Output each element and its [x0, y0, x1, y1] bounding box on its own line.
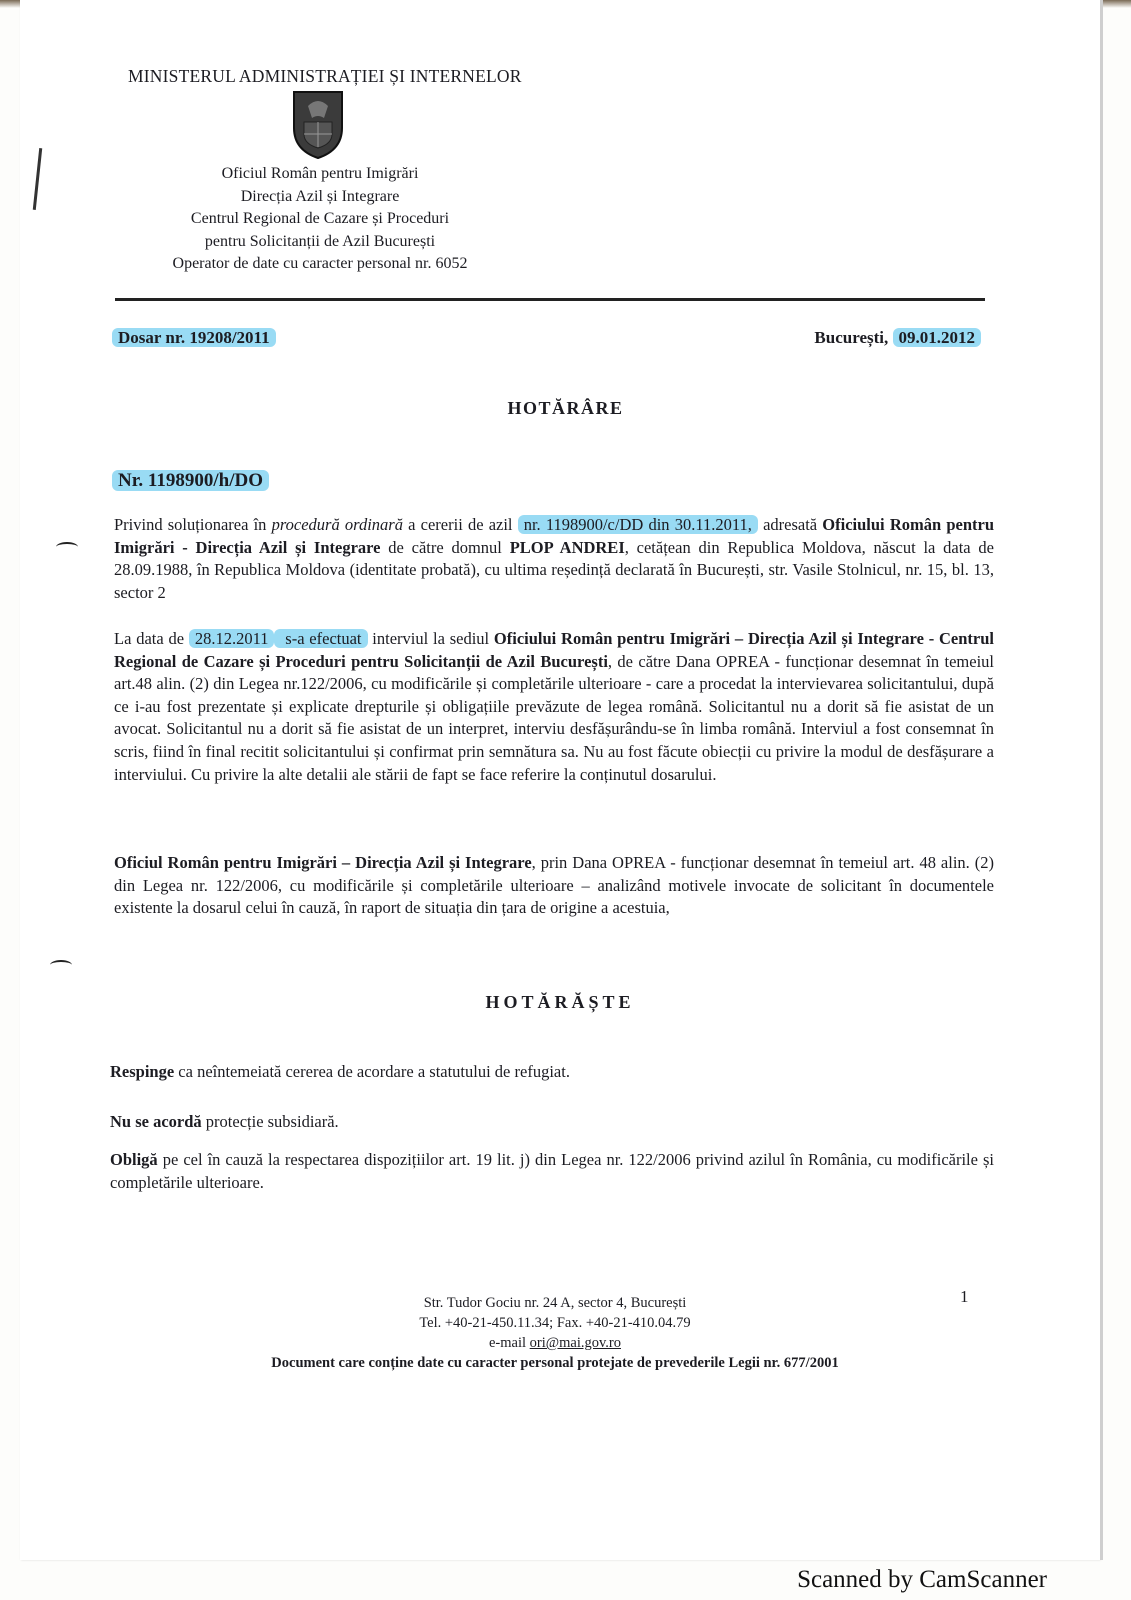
text-run: Privind soluționarea în	[114, 515, 272, 534]
paragraph-application	[114, 514, 994, 604]
text-run: , cetățean din Republica Moldova, născut la data de 28.09.1988, în Republica Moldova (identitate probată), cu ultima reședință declarată în București, str. Vasile Stolnicul, nr. 15, bl. 13, sector 2	[114, 537, 994, 602]
decision-item	[110, 1110, 994, 1133]
organization-name: Oficiul Român pentru Imigrări – Direcția Azil și Integrare	[114, 853, 532, 872]
text-run: protecție subsidiară.	[201, 1112, 339, 1131]
application-reference: nr. 1198900/c/DD din 30.11.2011,	[518, 515, 758, 534]
file-number-text: Dosar nr. 19208/2011	[112, 328, 276, 347]
applicant-name: PLOP ANDREI	[509, 537, 625, 557]
footer-phone: Tel. +40-21-450.11.34; Fax. +40-21-410.04.79	[419, 1315, 691, 1331]
text-run: , de către Dana OPREA - funcționar desemnat în temeiul art.48 alin. (2) din Legea nr.122/2006, cu modificările și completările ulterioare - care a procedat la intervievarea solicitantului, după ce i-au fost prezentate și explicate drepturile și obligațiile prevăzute de legea română. Solicitantul nu a dorit să fie asistat de un avocat. Solicitantul nu a dorit să fie asistat de un interpret, interviu desfășurându-se în limba română. Interviul a fost consemnat în scris, fiind în final recitit solicitantului și confirmat prin semnătura sa. Nu au fost făcute obiecții cu privire la modul de desfășurare a interviului. Cu privire la alte detalii ale stării de fapt se face referire la conținutul dosarului.	[114, 651, 994, 784]
scan-edge-right	[1100, 0, 1103, 1560]
organization-name: Oficiului Român pentru Imigrări - Direcția Azil și Integrare	[114, 515, 994, 557]
ministry-header: MINISTERUL ADMINISTRAȚIEI ȘI INTERNELOR	[128, 66, 522, 86]
margin-tick	[50, 960, 72, 970]
footer	[120, 1293, 990, 1373]
text-run: , prin Dana OPREA - funcționar desemnat în temeiul art. 48 alin. (2) din Legea nr. 122/2006, cu modificările și completările ulterioare – analizând motivele invocate de solicitant în documentele existente la dosarul celui în cauză, în raport de situația din țara de origine a acestuia,	[114, 853, 994, 918]
text-run: La data de	[114, 629, 189, 648]
decision-item	[110, 1148, 994, 1194]
decision-verb: Obligă	[110, 1150, 158, 1169]
scanner-watermark: Scanned by CamScanner	[797, 1566, 1047, 1593]
decision-verb: Respinge	[110, 1062, 175, 1081]
office-line: Direcția Azil și Integrare	[240, 187, 400, 205]
page-number: 1	[960, 1287, 969, 1306]
place-text: București,	[814, 328, 889, 347]
organization-name: Oficiului Român pentru Imigrări – Direcția Azil și Integrare - Centrul Regional de Cazare și Proceduri pentru Solicitanții de Azil București	[114, 629, 994, 671]
text-run: de către domnul	[380, 537, 510, 557]
paragraph-analysis	[114, 852, 994, 920]
decision-number	[112, 470, 269, 492]
office-line: Operator de date cu caracter personal nr. 6052	[172, 255, 468, 272]
issuing-office-block	[100, 163, 540, 276]
decision-heading: HOTĂRĂȘTE	[485, 992, 635, 1012]
office-line: Centrul Regional de Cazare și Proceduri	[190, 210, 450, 227]
decision-verb: Nu se acordă	[110, 1112, 202, 1131]
text-run: ca neîntemeiată cererea de acordare a statutului de refugiat.	[174, 1062, 570, 1081]
office-line: pentru Solicitanții de Azil București	[204, 232, 436, 250]
text-run: pe cel în cauză la respectarea dispozițiilor art. 19 lit. j) din Legea nr. 122/2006 privind azilul în România, cu modificările și completările ulterioare.	[110, 1150, 994, 1192]
date-text: 09.01.2012	[893, 328, 982, 347]
interview-date: 28.12.2011	[189, 629, 275, 648]
paragraph-interview	[114, 628, 994, 786]
margin-tick	[56, 542, 78, 552]
coat-of-arms-icon	[288, 88, 348, 160]
decision-number-text: Nr. 1198900/h/DO	[112, 470, 269, 491]
text-run: a cererii de azil	[402, 515, 518, 534]
footer-address: Str. Tudor Gociu nr. 24 A, sector 4, București	[423, 1295, 687, 1311]
text-run: interviul la sediul	[367, 629, 494, 648]
text-run-highlighted: s-a efectuat	[274, 629, 367, 648]
office-line: Oficiul Român pentru Imigrări	[221, 165, 419, 182]
text-run: adresată	[757, 515, 823, 534]
email-label: e-mail	[488, 1335, 530, 1351]
place-date	[814, 328, 981, 348]
document-title: HOTĂRÂRE	[507, 398, 624, 418]
footer-notice: Document care conține date cu caracter personal protejate de prevederile Legii nr. 677/2001	[271, 1355, 839, 1371]
email-link[interactable]: ori@mai.gov.ro	[529, 1335, 621, 1351]
file-number	[112, 328, 276, 348]
footer-email-line	[120, 1333, 990, 1353]
header-divider	[115, 298, 985, 301]
text-run-italic: procedură ordinară	[271, 515, 403, 534]
decision-item	[110, 1060, 994, 1083]
